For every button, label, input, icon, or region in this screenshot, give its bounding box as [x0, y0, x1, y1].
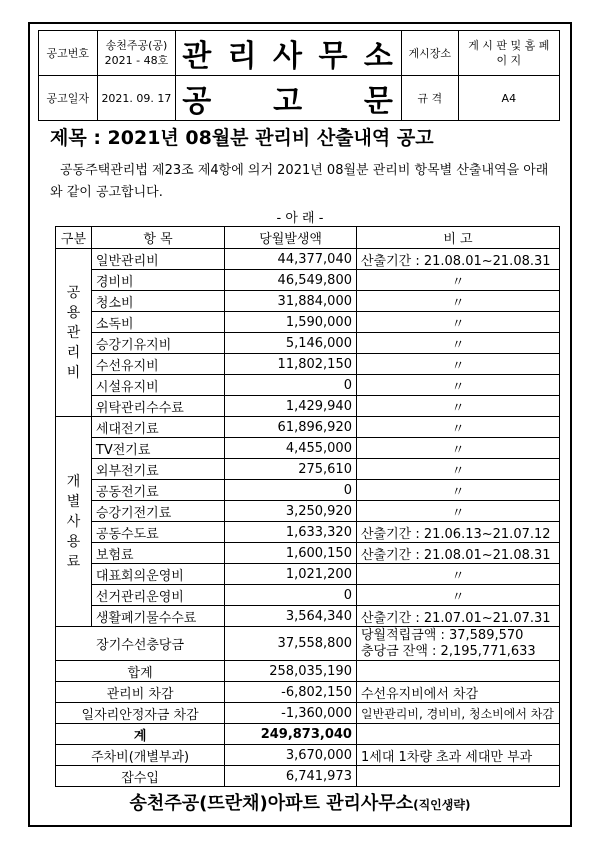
footer-signature: 송천주공(뜨란채)아파트 관리사무소(직인생략) [129, 793, 471, 814]
posting-place: 게 시 판 및 홈 페 이 지 [458, 31, 559, 76]
table-row: 소독비 1,590,000 〃 [56, 312, 560, 333]
table-row: 공동수도료 1,633,320 산출기간 : 21.06.13~21.07.12 [56, 522, 560, 543]
col-header-item: 항 목 [91, 227, 224, 249]
reserve-row: 장기수선충당금 37,558,800 당월적립금액 : 37,589,570 충당금 잔액 : 2,195,771,633 [56, 627, 560, 661]
table-row: 보험료 1,600,150 산출기간 : 21.08.01~21.08.31 [56, 543, 560, 564]
table-row: 생활폐기물수수료 3,564,340 산출기간 : 21.07.01~21.07.31 [56, 606, 560, 627]
office-title: 관 리 사 무 소 [176, 31, 402, 76]
grand-total-row: 계 249,873,040 [56, 724, 560, 745]
notice-title: 공 고 문 [176, 76, 402, 121]
table-row: 선거관리운영비 0 〃 [56, 585, 560, 606]
table-row: 외부전기료 275,610 〃 [56, 459, 560, 480]
col-header-note: 비 고 [356, 227, 559, 249]
fee-table [55, 226, 560, 787]
table-row: 위탁관리수수료 1,429,940 〃 [56, 396, 560, 417]
table-row: TV전기료 4,455,000 〃 [56, 438, 560, 459]
misc-income-row: 잡수입 6,741,973 [56, 766, 560, 787]
table-row: 승강기전기료 3,250,920 〃 [56, 501, 560, 522]
parking-row: 주차비(개별부과) 3,670,000 1세대 1차량 초과 세대만 부과 [56, 745, 560, 766]
deduct-row: 관리비 차감 -6,802,150 수선유지비에서 차감 [56, 682, 560, 703]
table-row: 개 별 사 용 료 세대전기료 61,896,920 〃 [56, 417, 560, 438]
table-row: 공동전기료 0 〃 [56, 480, 560, 501]
intro-paragraph: 공동주택관리법 제23조 제4항에 의거 2021년 08월분 관리비 항목별 산출내역을 아래와 같이 공고합니다. [50, 163, 549, 200]
size-value: A4 [458, 76, 559, 121]
posting-place-label: 게시장소 [401, 31, 458, 76]
notice-date-label: 공고일자 [39, 76, 98, 121]
table-row: 승강기유지비 5,146,000 〃 [56, 333, 560, 354]
table-row: 청소비 31,884,000 〃 [56, 291, 560, 312]
notice-date: 2021. 09. 17 [97, 76, 176, 121]
table-row: 경비비 46,549,800 〃 [56, 270, 560, 291]
subheading: - 아 래 - [276, 211, 324, 226]
size-label: 규 격 [401, 76, 458, 121]
table-row: 시설유지비 0 〃 [56, 375, 560, 396]
group-individual-label: 개 별 사 용 료 [56, 417, 92, 627]
notice-header [38, 30, 560, 121]
table-row: 공 용 관 리 비 일반관리비 44,377,040 산출기간 : 21.08.01~21.08.31 [56, 249, 560, 270]
col-header-category: 구분 [56, 227, 92, 249]
table-row: 대표회의운영비 1,021,200 〃 [56, 564, 560, 585]
notice-no: 송천주공(공) 2021 - 48호 [97, 31, 176, 76]
col-header-amount: 당월발생액 [225, 227, 357, 249]
page-title: 제목 : 2021년 08월분 관리비 산출내역 공고 [50, 127, 434, 149]
notice-no-label: 공고번호 [39, 31, 98, 76]
table-row: 수선유지비 11,802,150 〃 [56, 354, 560, 375]
deduct-row: 일자리안정자금 차감 -1,360,000 일반관리비, 경비비, 청소비에서 차감 [56, 703, 560, 724]
group-common-label: 공 용 관 리 비 [56, 249, 92, 417]
total-row: 합계 258,035,190 [56, 661, 560, 682]
table-header-row [56, 227, 560, 249]
